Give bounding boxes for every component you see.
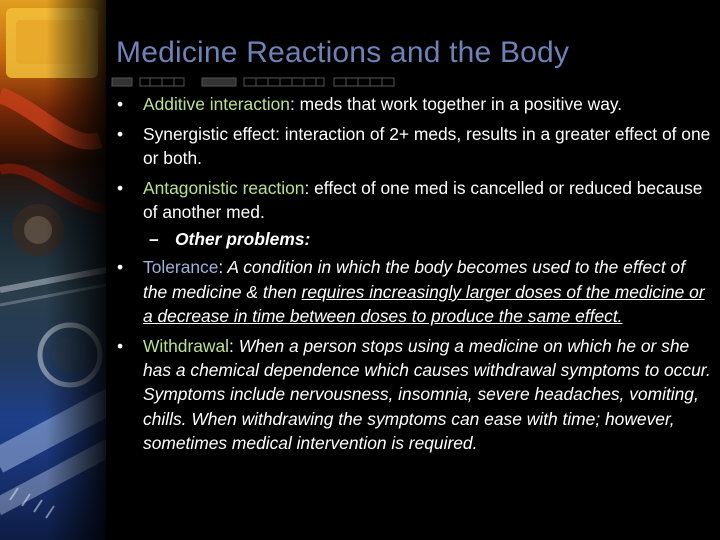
medical-photo-strip — [0, 0, 106, 540]
definition-additive: meds that work together in a positive way. — [294, 94, 623, 114]
term-colon: : — [229, 335, 234, 356]
photo-fade-overlay — [46, 0, 106, 540]
bullet-icon: • — [116, 335, 124, 356]
list-item-additive — [113, 92, 713, 116]
slide-body — [113, 92, 713, 461]
list-item-tolerance — [113, 255, 713, 328]
definition-tolerance-underlined: requires increasingly larger doses of the medicine or a decrease in time between doses to produce the same effect. — [143, 281, 705, 326]
term-colon: : — [289, 94, 295, 114]
term-withdrawal: Withdrawal — [143, 335, 230, 356]
term-colon: : — [304, 177, 310, 198]
decorative-blocks-bar — [110, 76, 410, 88]
term-additive: Additive interaction — [143, 94, 290, 114]
slide-title: Medicine Reactions and the Body — [116, 36, 570, 69]
sub-item-label: Other problems: — [175, 228, 311, 249]
term-antagonistic: Antagonistic reaction — [143, 177, 305, 198]
bullet-icon: • — [116, 177, 124, 198]
bullet-icon: • — [116, 94, 124, 114]
list-item-withdrawal — [113, 334, 713, 455]
list-item-antagonistic — [113, 176, 713, 225]
sub-item-other-problems — [113, 227, 713, 251]
bullet-icon: • — [116, 257, 124, 278]
term-synergistic: Synergistic effect — [143, 123, 276, 144]
definition-tolerance: A condition in which the body becomes used to the effect of the medicine & then — [143, 257, 686, 302]
bullet-icon: • — [116, 123, 124, 144]
dash-icon: – — [149, 228, 159, 249]
list-item-synergistic — [113, 122, 713, 171]
term-colon: : — [218, 257, 224, 278]
definition-synergistic: interaction of 2+ meds, results in a greater effect of one or both. — [143, 123, 711, 169]
term-tolerance: Tolerance — [143, 257, 219, 278]
term-colon: : — [275, 123, 280, 144]
definition-withdrawal: When a person stops using a medicine on which he or she has a chemical dependence which causes withdrawal symptoms to occur. Symptoms include nervousness, insomnia, severe headaches, vomiting, chills. When withdrawing the symptoms can ease with time; however, sometimes medical intervention is required. — [143, 335, 711, 453]
definition-antagonistic: effect of one med is cancelled or reduced because of another med. — [143, 177, 703, 223]
bullet-list — [113, 92, 713, 455]
